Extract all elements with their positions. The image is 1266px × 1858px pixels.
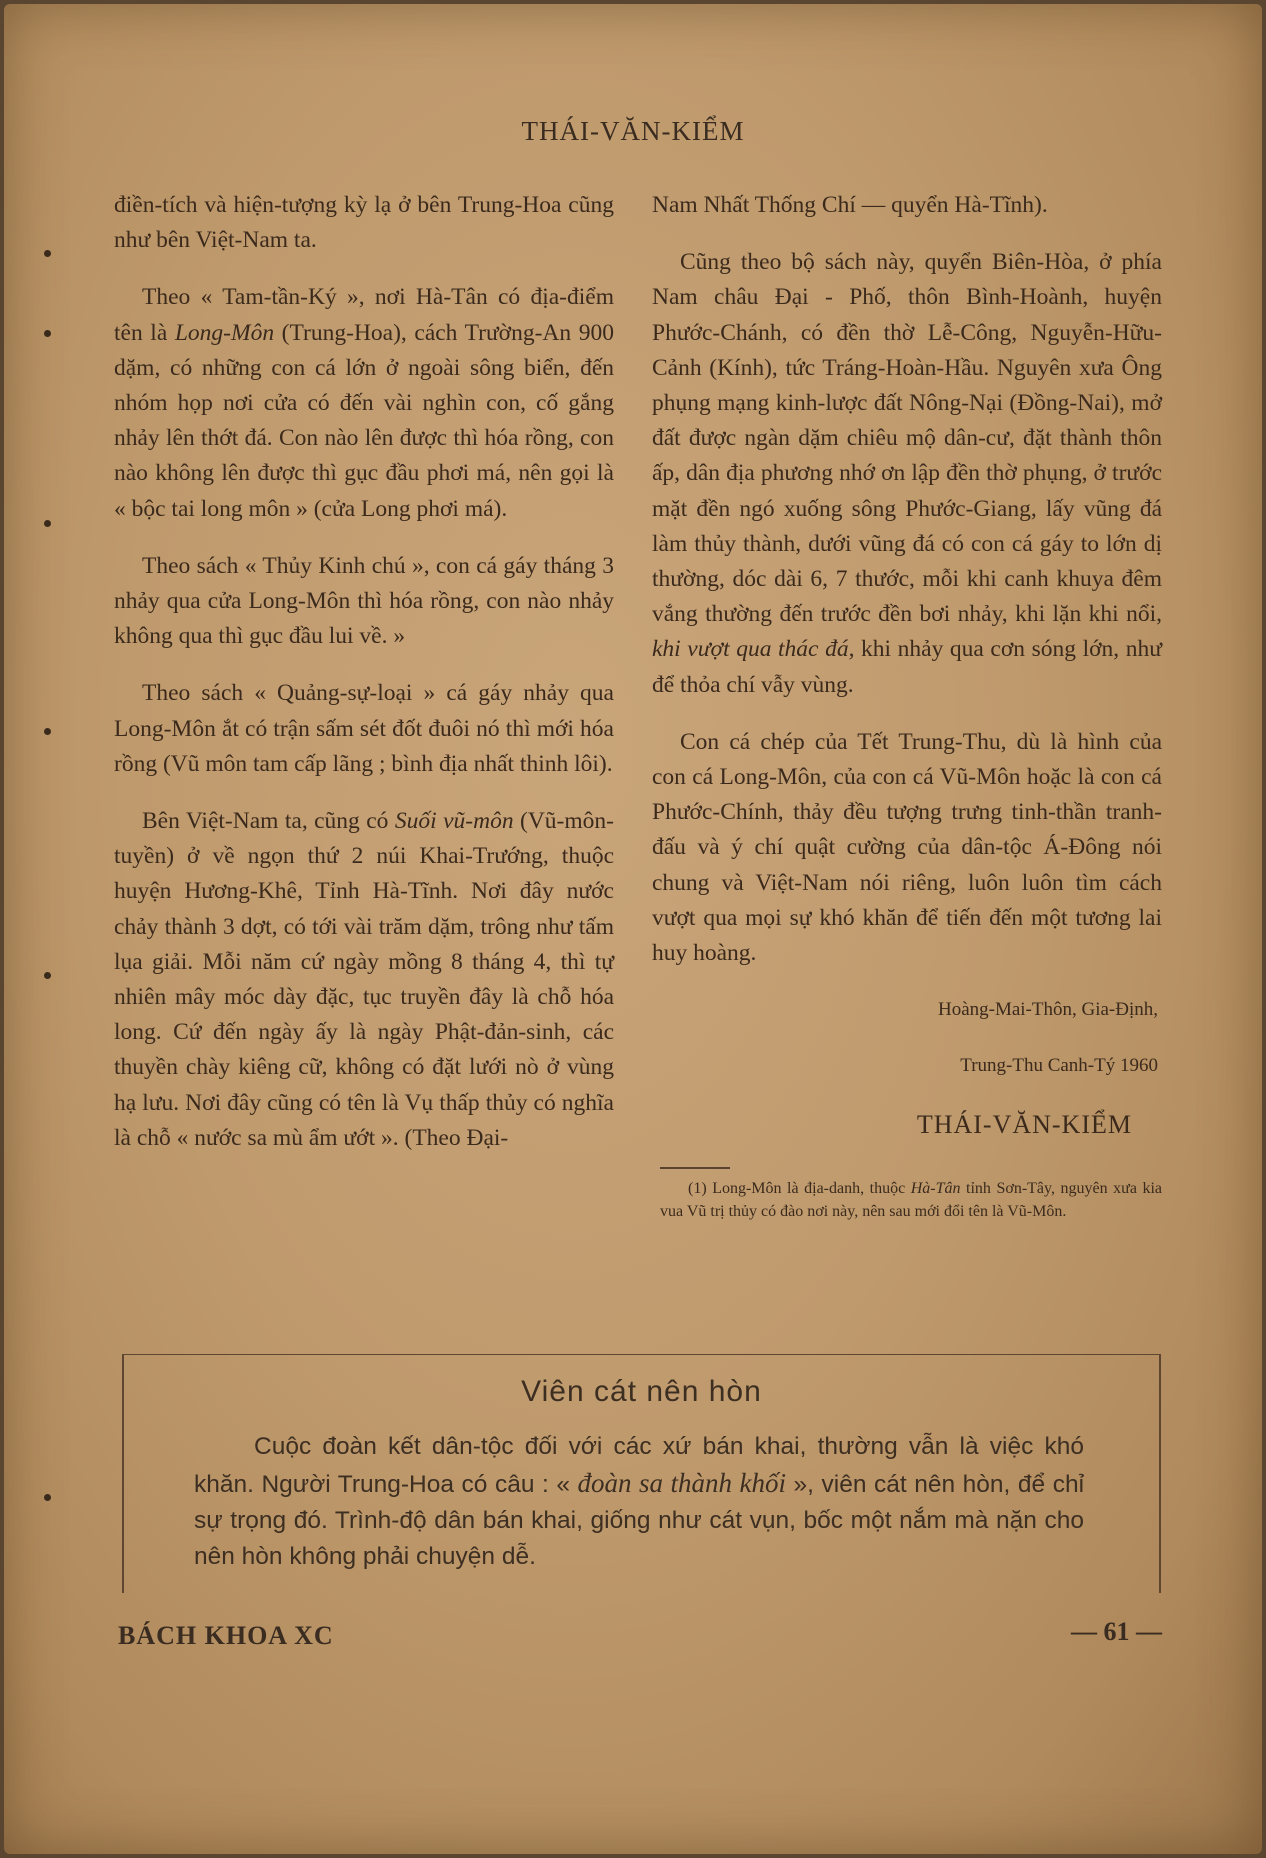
paragraph: Theo « Tam-tần-Ký », nơi Hà-Tân có địa-điểm tên là Long-Môn (Trung-Hoa), cách Trường-An 900 dặm, có những con cá lớn ở ngoài sông biển, đến nhóm họp nơi cửa có đến vài nghìn con, cố gắng nhảy lên thớt đá. Con nào lên được thì hóa rồng, con nào không lên được thì gục đầu phơi má, nên gọi là « bộc tai long môn » (cửa Long phơi má). xyxy=(114,284,614,522)
signature-place: Hoàng-Mai-Thôn, Gia-Định, xyxy=(937,999,1158,1021)
footnote: (1) Long-Môn là địa-danh, thuộc Hà-Tân tỉnh Sơn-Tây, nguyên xưa kia vua Vũ trị thủy có đào nơi này, nên sau mới đổi tên là Vũ-Môn. xyxy=(660,1180,1162,1221)
footnote-divider xyxy=(660,1167,730,1169)
binding-hole xyxy=(44,250,51,257)
paragraph: Con cá chép của Tết Trung-Thu, dù là hình của con cá Long-Môn, của con cá Vũ-Môn hoặc là con cá Phước-Chính, thảy đều tượng trưng tinh-thần tranh-đấu và ý chí quật cường của dân-tộc Á-Đông nói chung và Việt-Nam nói riêng, luôn luôn tìm cách vượt qua mọi sự khó khăn để tiến đến một tương lai huy hoàng. xyxy=(652,728,1162,967)
paragraph: điền-tích và hiện-tượng kỳ lạ ở bên Trung-Hoa cũng như bên Việt-Nam ta. xyxy=(114,192,614,254)
signature-name: THÁI-VĂN-KIỂM xyxy=(916,1110,1132,1140)
binding-hole xyxy=(44,972,51,979)
paragraph: Theo sách « Quảng-sự-loại » cá gáy nhảy qua Long-Môn ắt có trận sấm sét đốt đuôi nó thì mới hóa rồng (Vũ môn tam cấp lãng ; bình địa nhất thinh lôi). xyxy=(114,680,614,777)
page-number: — 61 — xyxy=(1071,1617,1162,1646)
left-column xyxy=(114,188,614,1178)
binding-hole xyxy=(44,330,51,337)
binding-hole xyxy=(44,520,51,527)
page xyxy=(4,4,1262,1854)
sidebar-box xyxy=(122,1354,1161,1593)
binding-hole xyxy=(44,1494,51,1501)
running-header: THÁI-VĂN-KIỂM xyxy=(521,116,745,146)
paragraph: Theo sách « Thủy Kinh chú », con cá gáy tháng 3 nhảy qua cửa Long-Môn thì hóa rồng, con nào nhảy không qua thì gục đầu lui về. » xyxy=(114,552,614,650)
binding-hole xyxy=(44,728,51,735)
box-body: Cuộc đoàn kết dân-tộc đối với các xứ bán khai, thường vẫn là việc khó khăn. Người Trung-Hoa có câu : « đoàn sa thành khối », viên cát nên hòn, để chỉ sự trọng đó. Trình-độ dân bán khai, giống như cát vụn, bốc một nắm mà nặn cho nên hòn không phải chuyện dễ. xyxy=(194,1433,1085,1570)
right-column xyxy=(652,188,1162,1245)
paragraph: Nam Nhất Thống Chí — quyển Hà-Tĩnh). xyxy=(652,192,1048,218)
box-title: Viên cát nên hòn xyxy=(521,1375,762,1408)
signature-date: Trung-Thu Canh-Tý 1960 xyxy=(960,1055,1158,1077)
footer-publication: BÁCH KHOA XC xyxy=(118,1621,334,1650)
paragraph: Bên Việt-Nam ta, cũng có Suối vũ-môn (Vũ-môn-tuyền) ở về ngọn thứ 2 núi Khai-Trướng, thuộc huyện Hương-Khê, Tỉnh Hà-Tĩnh. Nơi đây nước chảy thành 3 dợt, có tới vài trăm dặm, trông như tấm lụa giải. Mỗi năm cứ ngày mồng 8 tháng 4, thì tự nhiên mây móc dày đặc, tục truyền đây là chỗ hóa long. Cứ đến ngày ấy là ngày Phật-đản-sinh, các thuyền chày kiêng cữ, không có đặt lưới nò ở vùng hạ lưu. Nơi đây cũng có tên là Vụ thấp thủy có nghĩa là chỗ « nước sa mù ẩm ướt ». (Theo Đại- xyxy=(114,808,614,1151)
paragraph: Cũng theo bộ sách này, quyển Biên-Hòa, ở phía Nam châu Đại - Phố, thôn Bình-Hoành, huyện Phước-Chánh, có đền thờ Lễ-Công, Nguyễn-Hữu-Cảnh (Kính), tức Tráng-Hoàn-Hầu. Nguyên xưa Ông phụng mạng kinh-lược đất Nông-Nại (Đồng-Nai), mở đất được ngàn dặm chiêu mộ dân-cư, đặt thành thôn ấp, dân địa phương nhớ ơn lập đền thờ phụng, ở trước mặt đền ngó xuống sông Phước-Giang, lấy vũng đá làm thủy thành, dưới vũng đá có con cá gáy to lớn dị thường, dóc dài 6, 7 thước, mỗi khi canh khuya đêm vắng thường đến trước đền bơi nhảy, khi lặn khi nổi, khi vượt qua thác đá, khi nhảy qua cơn sóng lớn, như để thỏa chí vẫy vùng. xyxy=(652,249,1162,698)
